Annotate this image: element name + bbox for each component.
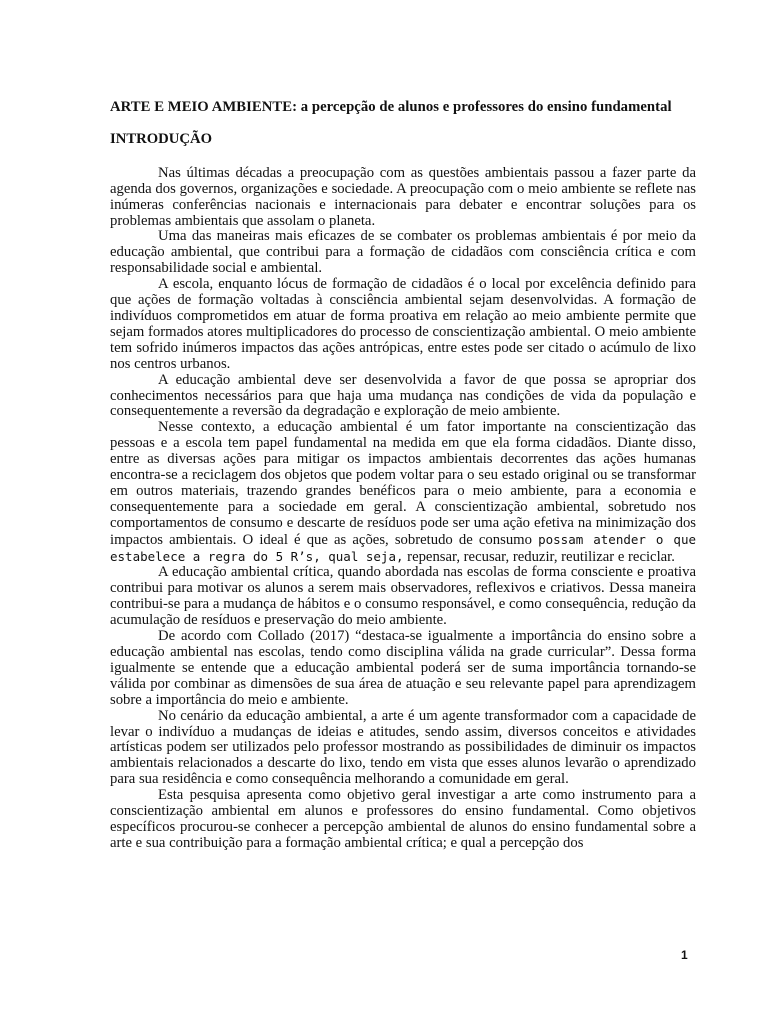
paragraph: A educação ambiental deve ser desenvolvida a favor de que possa se apropriar dos conhecimentos necessários para que haja uma mudança nas condições de vida da população e consequentemente a reversão da degradação e exploração de meio ambiente. — [110, 371, 696, 420]
paragraph — [110, 420, 696, 565]
paragraph: No cenário da educação ambiental, a arte é um agente transformador com a capacidade de levar o indivíduo a mudanças de ideias e atitudes, sendo assim, diversos conceitos e atividades artísticas podem ser utilizados pelo professor mostrando as possibilidades de diminuir os impactos ambientais relacionados a descarte do lixo, tendo em vista que esses alunos levarão o aprendizado para sua residência e como consequência melhorando a comunidade em geral. — [110, 707, 696, 788]
section-heading: INTRODUÇÃO — [110, 131, 213, 148]
document-title: ARTE E MEIO AMBIENTE: a percepção de alunos e professores do ensino fundamental — [110, 99, 672, 115]
paragraph: De acordo com Collado (2017) “destaca-se igualmente a importância do ensino sobre a educação ambiental nas escolas, tendo como disciplina válida na grade curricular”. Dessa forma igualmente se entende que a educação ambiental poderá ser de suma importância tornando-se válida por combinar as dimensões de sua área de atuação e seu relevante papel para aprendizagem sobre a importância do meio e ambiente. — [110, 628, 696, 708]
paragraph: A educação ambiental crítica, quando abordada nas escolas de forma consciente e proativa contribui para motivar os alunos a serem mais observadores, reflexivos e criativos. Dessa maneira contribui-se para a mudança de hábitos e o consumo responsável, e como consequência, redução da acumulação de resíduos e preservação do meio ambiente. — [110, 564, 696, 629]
paragraph: Nas últimas décadas a preocupação com as questões ambientais passou a fazer parte da agenda dos governos, organizações e sociedade. A preocupação com o meio ambiente se reflete nas inúmeras conferências nacionais e internacionais para debater e encontrar soluções para os problemas ambientais que assolam o planeta. — [110, 164, 696, 229]
paragraph-text: Nesse contexto, a educação ambiental é um fator importante na conscientização das pessoas e a escola tem papel fundamental na medida em que ela forma cidadãos. Diante disso, entre as diversas ações para mitigar os impactos ambientais decorrentes das ações humanas encontra-se a reciclagem dos objetos que podem voltar para o seu estado original ou se transformar em outros materiais, trazendo grandes benéficos para o meio ambiente, para a economia e consequentemente para a sociedade em geral. A conscientização ambiental, sobretudo nos comportamentos de consumo e descarte de resíduos pode ser uma ação efetiva na minimização dos impactos ambientais. O ideal é que as ações, sobretudo de consumo — [110, 419, 696, 548]
paragraph: A escola, enquanto lócus de formação de cidadãos é o local por excelência definido para que ações de formação voltadas à consciência ambiental sejam desenvolvidas. A formação de indivíduos comprometidos em atuar de forma proativa em relação ao meio ambiente permite que sejam formados atores multiplicadores do processo de conscientização ambiental. O meio ambiente tem sofrido inúmeros impactos das ações antrópicas, entre estes pode ser citado o acúmulo de lixo nos centros urbanos. — [110, 276, 696, 372]
page-content — [110, 99, 696, 852]
paragraph: Uma das maneiras mais eficazes de se combater os problemas ambientais é por meio da educação ambiental, que contribui para a formação de cidadãos com consciência crítica e com responsabilidade social e ambiental. — [110, 228, 696, 277]
paragraph-text-monospace: possam atender o que estabelece a regra do 5 R’s, qual seja, — [110, 531, 697, 564]
paragraph-text: repensar, recusar, reduzir, reutilizar e reciclar. — [403, 548, 675, 565]
page-number: 1 — [681, 948, 688, 962]
paragraph: Esta pesquisa apresenta como objetivo geral investigar a arte como instrumento para a conscientização ambiental em alunos e professores do ensino fundamental. Como objetivos específicos procurou-se conhecer a percepção ambiental de alunos do ensino fundamental sobre a arte e sua contribuição para a formação ambiental crítica; e qual a percepção dos — [110, 787, 696, 851]
